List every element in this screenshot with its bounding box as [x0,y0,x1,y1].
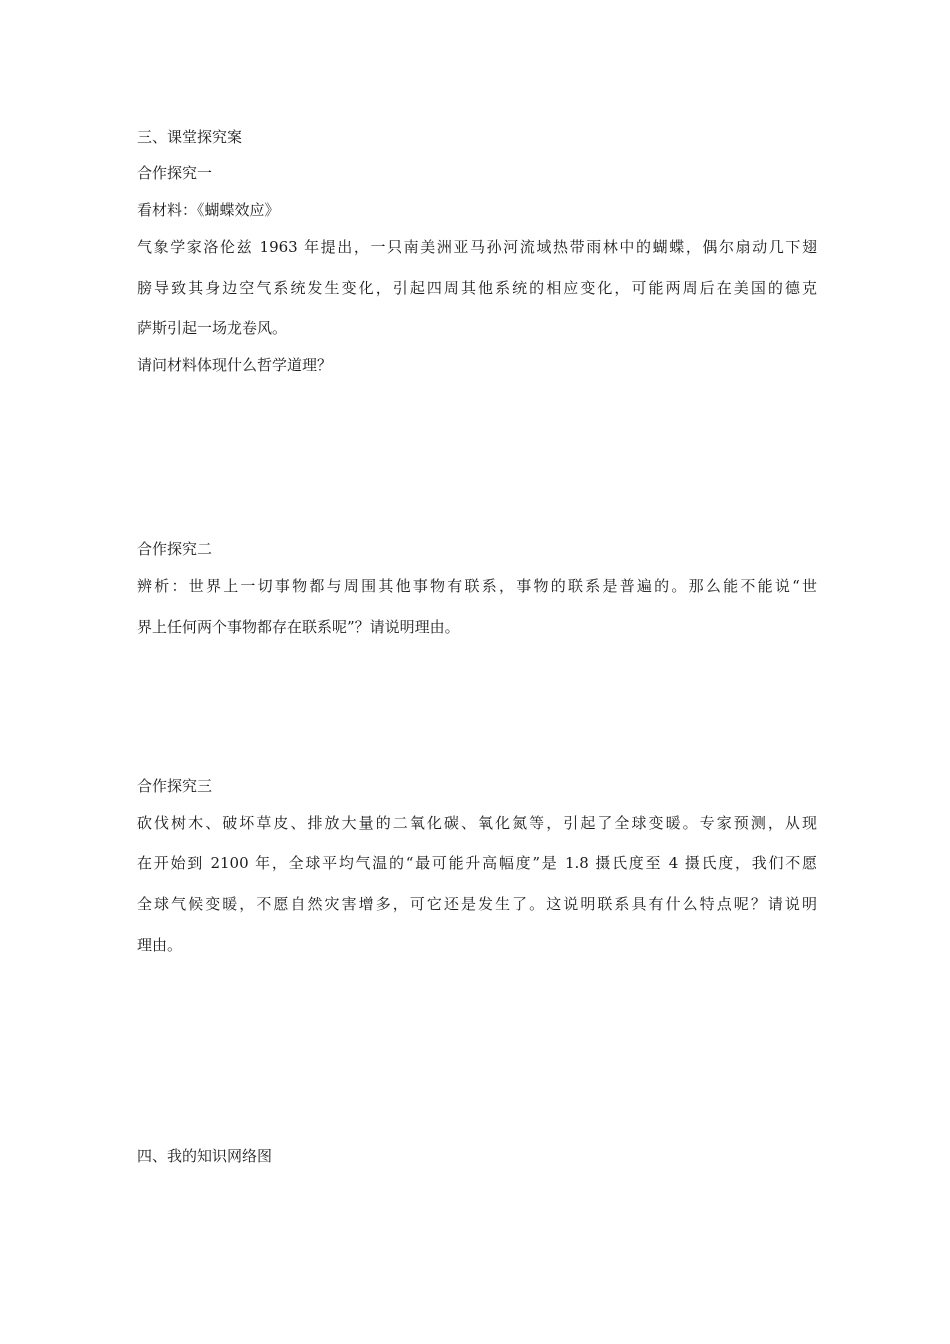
inquiry-1-title: 合作探究一 [137,164,213,182]
inquiry-3-paragraph-line: 砍伐树木、破坏草皮、排放大量的二氧化碳、氧化氮等，引起了全球变暖。专家预测，从现 [137,814,817,832]
inquiry-3-title: 合作探究三 [137,777,213,795]
inquiry-3-paragraph-line: 理由。 [137,936,183,954]
inquiry-2-paragraph-line: 界上任何两个事物都存在联系呢”？请说明理由。 [137,618,460,636]
inquiry-1-paragraph-line: 膀导致其身边空气系统发生变化，引起四周其他系统的相应变化，可能两周后在美国的德克 [137,279,817,297]
section-3-heading: 三、课堂探究案 [137,128,243,146]
inquiry-2-paragraph-line: 辨析：世界上一切事物都与周围其他事物有联系，事物的联系是普遍的。那么能不能说“世 [137,577,817,595]
inquiry-3-paragraph-line: 全球气候变暖，不愿自然灾害增多，可它还是发生了。这说明联系具有什么特点呢？请说明 [137,895,817,913]
section-4-heading: 四、我的知识网络图 [137,1147,273,1165]
inquiry-3-paragraph-line: 在开始到 2100 年，全球平均气温的“最可能升高幅度”是 1.8 摄氏度至 4 摄氏度，我们不愿 [137,854,817,872]
inquiry-1-question: 请问材料体现什么哲学道理？ [137,356,333,374]
inquiry-2-title: 合作探究二 [137,540,213,558]
inquiry-1-paragraph-line: 萨斯引起一场龙卷风。 [137,319,288,337]
inquiry-1-paragraph-line: 气象学家洛伦兹 1963 年提出，一只南美洲亚马孙河流域热带雨林中的蝴蝶，偶尔扇动几下翅 [137,238,817,256]
inquiry-1-material-label: 看材料：《蝴蝶效应》 [137,201,280,219]
